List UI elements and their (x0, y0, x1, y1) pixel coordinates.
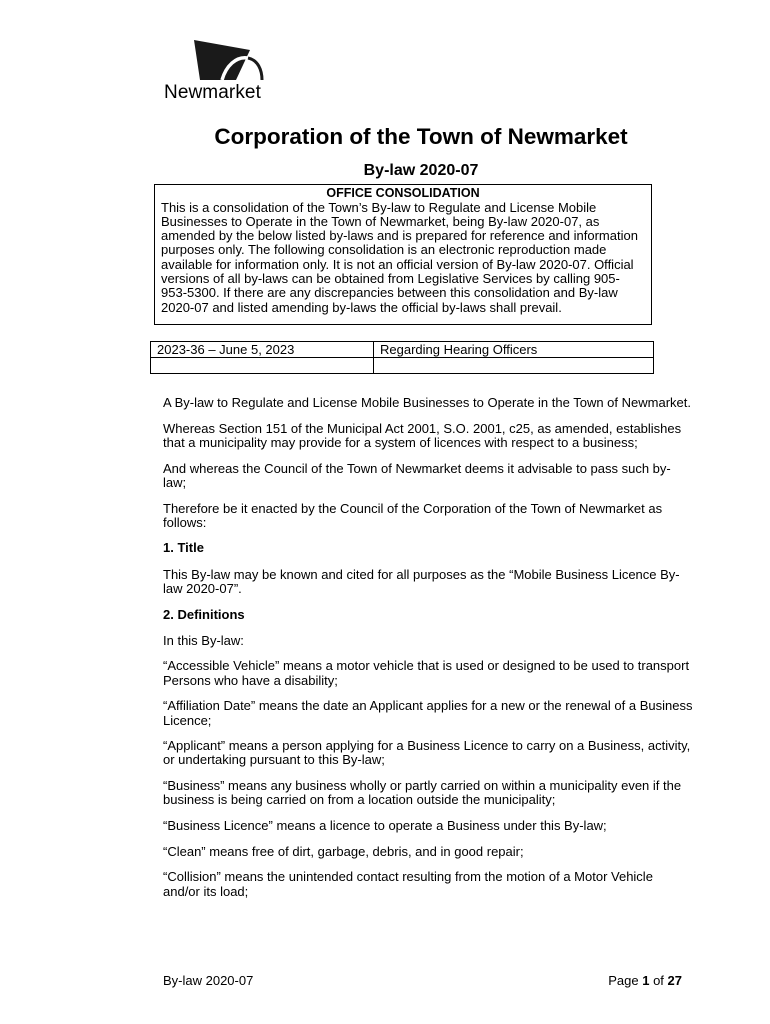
page-footer (163, 973, 682, 988)
definition-item: “Collision” means the unintended contact resulting from the motion of a Motor Vehicle and/or its load; (163, 869, 653, 899)
amendment-subject-cell: Regarding Hearing Officers (374, 342, 654, 358)
definition-item: “Business” means any business wholly or partly carried on within a municipality even if the business is being carried on from a location outside the municipality; (163, 778, 682, 808)
consolidation-notice: This is a consolidation of the Town’s By-law to Regulate and License Mobile Businesses to Operate in the Town of Newmarket, being By-law 2020-07, as amended by the below listed by-laws and is prepared for reference and information purposes only. The following consolidation is an electronic reproduction made available for information only. It is not an official version of By-law 2020-07. Official versions of all by-laws can be obtained from Legislative Services by calling 905-953-5300. If there are any discrepancies between this consolidation and By-law 2020-07 and listed amending by-laws the official by-laws shall prevail. (161, 199, 638, 315)
office-consolidation-box (154, 184, 652, 325)
page-title: Corporation of the Town of Newmarket (214, 124, 628, 149)
enactment-paragraph: Therefore be it enacted by the Council of the Corporation of the Town of Newmarket as follows: (163, 500, 663, 530)
section-heading-title: 1. Title (163, 540, 204, 556)
definitions-intro: In this By-law: (163, 632, 244, 648)
definition-item: “Applicant” means a person applying for a Business Licence to carry on a Business, activity, or undertaking pursuant to this By-law; (163, 738, 691, 768)
page-indicator (608, 973, 682, 988)
title-paragraph: This By-law may be known and cited for all purposes as the “Mobile Business Licence By-law 2020-07”. (163, 566, 680, 596)
definition-item: “Business Licence” means a licence to operate a Business under this By-law; (163, 818, 607, 834)
definition-item: “Affiliation Date” means the date an Applicant applies for a new or the renewal of a Business Licence; (163, 698, 693, 728)
definition-item: “Accessible Vehicle” means a motor vehicle that is used or designed to be used to transport Persons who have a disability; (163, 658, 690, 688)
whereas-paragraph: Whereas Section 151 of the Municipal Act 2001, S.O. 2001, c25, as amended, establishes that a municipality may provide for a system of licences with respect to a business; (163, 420, 682, 450)
amending-bylaw-cell (151, 358, 374, 374)
amendments-table (150, 341, 654, 374)
total-pages-number: 27 (667, 973, 682, 988)
page-label: Page (608, 973, 643, 988)
whereas-paragraph: And whereas the Council of the Town of Newmarket deems it advisable to pass such by-law; (163, 460, 671, 490)
logo-text: Newmarket (164, 82, 261, 103)
section-heading-definitions: 2. Definitions (163, 606, 245, 622)
footer-bylaw-label: By-law 2020-07 (163, 973, 254, 988)
bylaw-number: By-law 2020-07 (363, 162, 479, 179)
page-of-label: of (649, 973, 668, 988)
definition-item: “Clean” means free of dirt, garbage, debris, and in good repair; (163, 843, 524, 859)
intro-paragraph: A By-law to Regulate and License Mobile Businesses to Operate in the Town of Newmarket. (163, 395, 691, 410)
current-page-number: 1 (642, 973, 650, 988)
table-row (151, 342, 654, 358)
town-logo (164, 38, 288, 104)
amending-bylaw-cell: 2023-36 – June 5, 2023 (151, 342, 374, 358)
newmarket-logo-mark-icon (192, 38, 264, 82)
consolidation-heading: OFFICE CONSOLIDATION (326, 186, 480, 200)
amendment-subject-cell (374, 358, 654, 374)
bylaw-body (163, 396, 693, 910)
table-row (151, 358, 654, 374)
